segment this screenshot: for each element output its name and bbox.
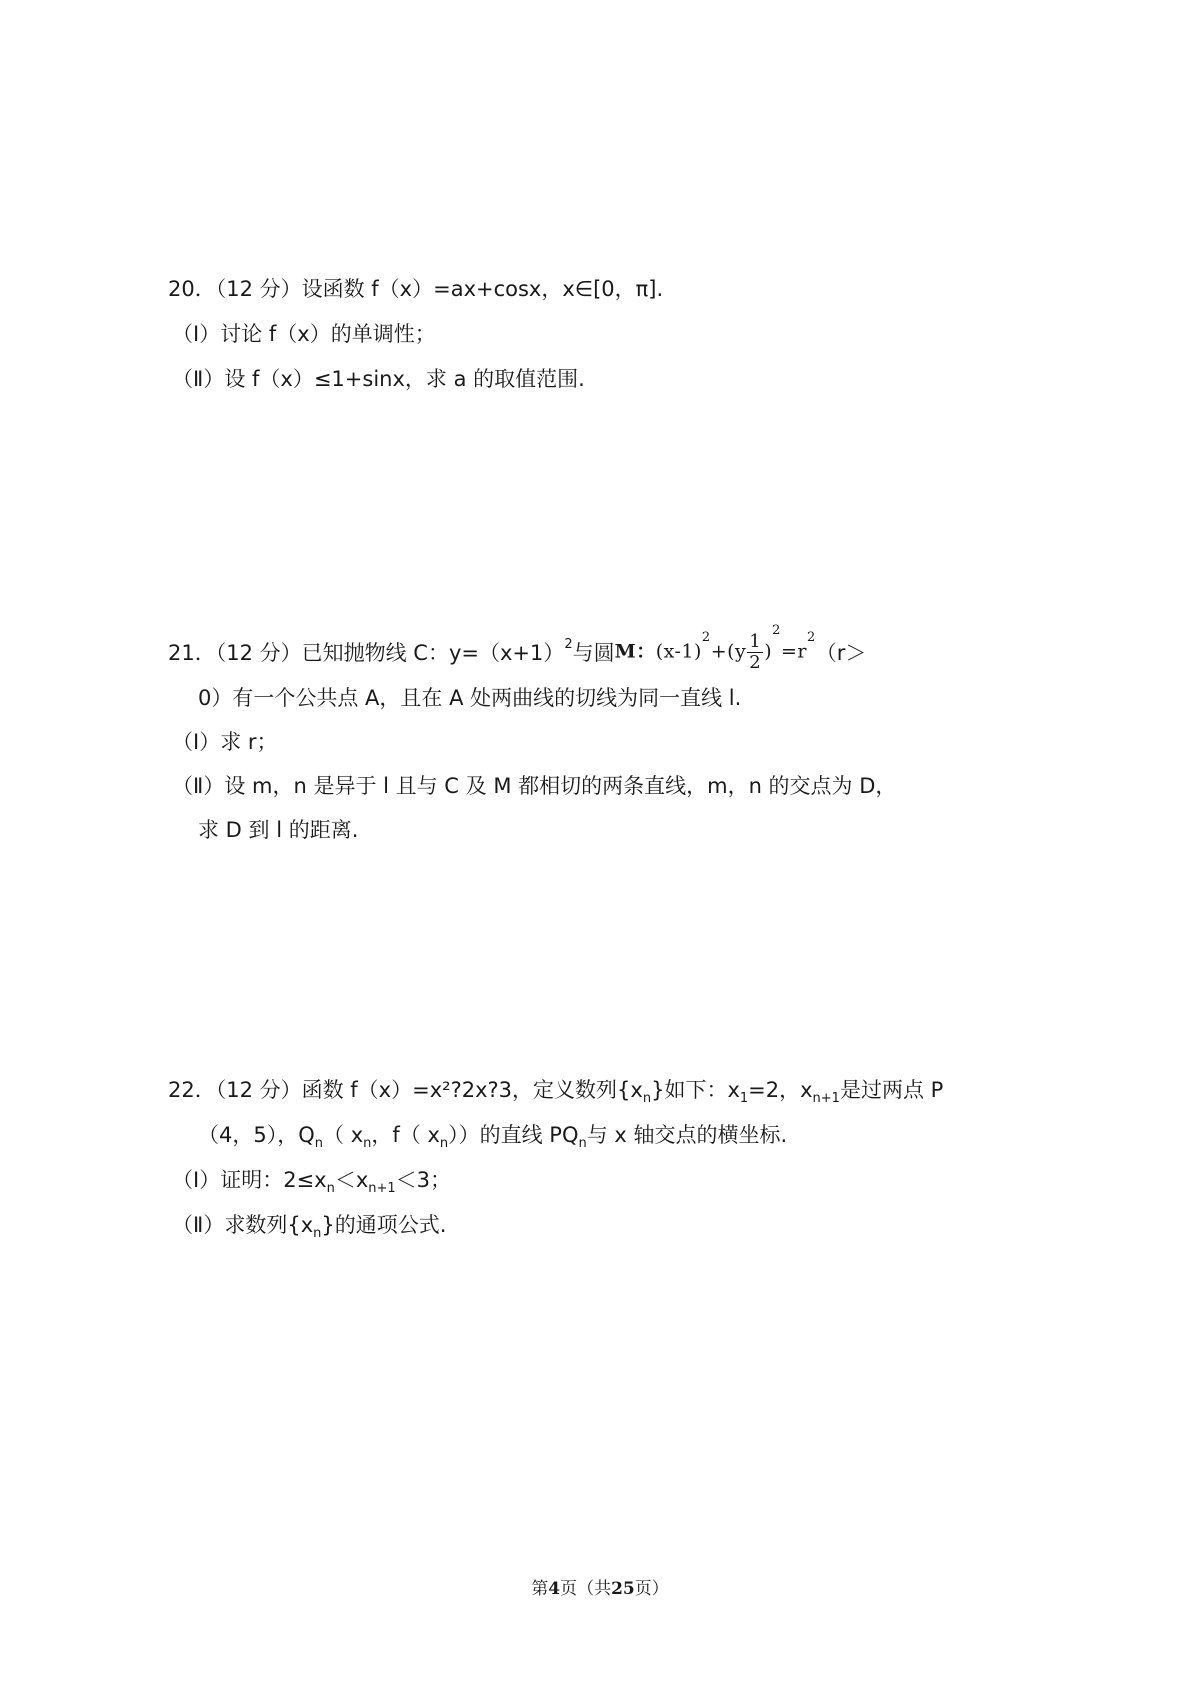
subscript-n: n: [642, 1091, 652, 1106]
problem-22-part-1-a: （Ⅰ）证明：2≤x: [172, 1168, 327, 1192]
problem-21-header-post: （r＞: [815, 640, 867, 665]
footer-middle: 页（共: [560, 1579, 612, 1599]
problem-22-part-1-b: ＜x: [334, 1168, 369, 1192]
circle-eq-part-d: =r: [780, 640, 807, 663]
subscript-n: n: [363, 1136, 372, 1151]
problem-22-header-part-6: 是过两点 P: [839, 1078, 944, 1102]
problem-22-header-part-5: =2，x: [748, 1078, 813, 1102]
problem-22-part-1: [172, 1166, 451, 1194]
fraction-numerator: 1: [749, 631, 762, 652]
footer-page-number: 4: [548, 1579, 561, 1599]
subscript-n: n: [578, 1136, 587, 1151]
problem-22-cont-part-5: 与 x 轴交点的横坐标.: [586, 1123, 788, 1147]
circle-eq-exp-3: 2: [806, 630, 816, 646]
problem-22-part-2-b: }的通项公式.: [321, 1213, 447, 1237]
footer-suffix: 页）: [634, 1579, 669, 1599]
page-footer: [0, 1574, 1200, 1599]
problem-22-part-2-a: （Ⅱ）求数列{x: [172, 1213, 314, 1237]
problem-21-part-2: [172, 772, 896, 800]
problem-22-header: [168, 1076, 943, 1104]
circle-eq-exp-2: 2: [772, 623, 781, 639]
subscript-n-plus-1: n+1: [812, 1091, 840, 1106]
circle-eq-exp-1: 2: [701, 630, 711, 646]
subscript-n: n: [314, 1136, 324, 1151]
problem-22-header-part-2: 2x: [461, 1078, 488, 1102]
fraction-denominator: 2: [749, 652, 762, 673]
problem-21-part-2-continuation-text: 求 D 到 l 的距离.: [198, 818, 359, 842]
problem-22-continuation: [198, 1121, 787, 1149]
problem-21-part-1-text: （Ⅰ）求 r；: [172, 730, 278, 754]
problem-20-part-2: [172, 365, 585, 393]
circle-equation: [614, 623, 816, 673]
problem-22-cont-part-4: ））的直线 PQ: [448, 1123, 579, 1147]
problem-20-header: [168, 275, 663, 303]
subscript-1: 1: [739, 1091, 749, 1106]
problem-21-continuation: [198, 684, 741, 712]
problem-20-part-1: [172, 320, 436, 348]
problem-22-cont-part-3: ，f（ x: [371, 1123, 440, 1147]
missing-glyph-1: ?: [450, 1078, 462, 1102]
subscript-n: n: [326, 1181, 335, 1196]
subscript-n-plus-1: n+1: [368, 1181, 396, 1196]
problem-20-header-text: 20．（12 分）设函数 f（x）=ax+cosx，x∈[0，π].: [168, 277, 664, 301]
problem-21-continuation-text: 0）有一个公共点 A，且在 A 处两曲线的切线为同一直线 l.: [198, 686, 742, 710]
footer-prefix: 第: [531, 1579, 549, 1599]
problem-21-part-2-continuation: [198, 816, 358, 844]
fraction-one-half: [747, 632, 763, 673]
problem-22-header-part-3: 3，定义数列{x: [498, 1078, 643, 1102]
circle-label: M：: [614, 640, 656, 663]
problem-22-cont-part-2: （ x: [323, 1123, 364, 1147]
problem-21-part-1: [172, 728, 278, 756]
problem-21-header-mid: 与圆: [572, 640, 615, 665]
subscript-n: n: [439, 1136, 449, 1151]
problem-22-header-part-4: }如下：x: [651, 1078, 740, 1102]
problem-22-header-part-1: 22．（12 分）函数 f（x）=x²: [168, 1078, 451, 1102]
problem-22-part-1-c: ＜3；: [395, 1168, 452, 1192]
problem-22-part-2: [172, 1211, 446, 1239]
problem-20-part-1-text: （Ⅰ）讨论 f（x）的单调性；: [172, 322, 436, 346]
circle-eq-part-a: (x-1): [655, 640, 702, 663]
circle-eq-part-b: +(y: [710, 640, 747, 663]
circle-eq-part-c: ): [764, 640, 773, 663]
problem-21-part-2-text: （Ⅱ）设 m，n 是异于 l 且与 C 及 M 都相切的两条直线，m，n 的交点为 D，: [172, 774, 897, 798]
problem-21-header-pre: 21．（12 分）已知抛物线 C：y=（x+1）: [168, 640, 565, 665]
problem-22-cont-part-1: （4，5），Q: [198, 1123, 315, 1147]
problem-20-part-2-text: （Ⅱ）设 f（x）≤1+sinx，求 a 的取值范围.: [172, 367, 585, 391]
problem-21-header: 21．（12 分）已知抛物线 C：y=（x+1） $^2$ 与圆 M：$(x-1)^2+(y$ $\frac{1}{2}$ )$^2=r^2$ （r＞: [168, 623, 867, 673]
missing-glyph-2: ?: [487, 1078, 499, 1102]
footer-total-pages: 25: [611, 1579, 635, 1599]
subscript-n: n: [313, 1226, 322, 1241]
